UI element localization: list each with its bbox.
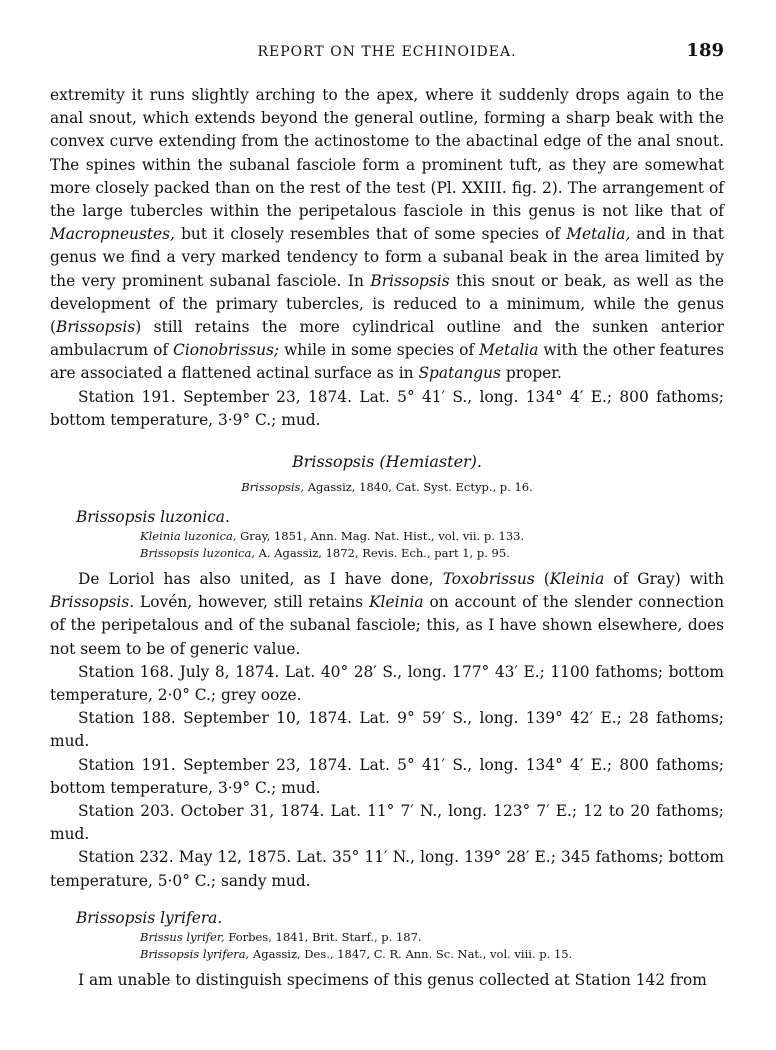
page-body — [50, 84, 724, 992]
text-run: on account of the slender connection of the peripetalous and of the subanal fasciole; this, as I have shown elsewhere, does not seem to be of generic value. — [50, 593, 724, 658]
species-heading-lyrifera: Brissopsis lyrifera. — [76, 908, 223, 927]
text-run: but it closely resembles that of some species of — [174, 225, 567, 244]
text-run: ) still retains the more cylindrical outline and the sunken anterior ambulacrum of — [50, 318, 724, 360]
station-record: Station 191. September 23, 1874. Lat. 5° 41′ S., long. 134° 4′ E.; 800 fathoms; bottom temperature, 3·9° C.; mud. — [50, 755, 724, 797]
page-header — [50, 40, 724, 64]
taxon-name: Brissopsis — [370, 271, 450, 290]
paragraph-de-loriol — [50, 568, 724, 661]
text-run: extremity it runs slightly arching to the apex, where it suddenly drops again to the anal snout, which extends beyond the general outline, forming a sharp beak with the convex curve extending from the actinostome to the abactinal edge of the anal snout. The spines within the subanal fasciole form a prominent tuft, as they are somewhat more closely packed than on the rest of the test (Pl. XXIII. fig. 2). The arrangement of the large tubercles within the peripetalous fasciole in this genus is not like that of — [50, 86, 724, 221]
text-run: this snout or beak, as well as the development of the primary tubercles, is reduced to a minimum, while the genus ( — [50, 271, 724, 337]
taxon-name: Kleinia — [549, 570, 605, 589]
station-record: Station 191. September 23, 1874. Lat. 5° 41′ S., long. 134° 4′ E.; 800 fathoms; bottom temperature, 3·9° C.; mud. — [50, 387, 724, 429]
text-run: proper. — [500, 364, 562, 383]
synonym-line — [140, 929, 724, 946]
text-run: while in some species of — [279, 341, 480, 360]
paragraph-station-142: I am unable to distinguish specimens of this genus collected at Station 142 from — [78, 970, 707, 989]
taxon-name: Metalia, — [566, 225, 631, 244]
synonym-name: Brissopsis lyrifera, — [140, 946, 250, 961]
taxon-name: Metalia — [479, 341, 539, 360]
taxon-name: Toxobrissus — [442, 570, 535, 589]
synonym-line — [140, 528, 724, 545]
synonym-citation: Agassiz, Des., 1847, C. R. Ann. Sc. Nat., vol. viii. p. 15. — [249, 946, 573, 961]
taxon-name: Spatangus — [418, 364, 501, 383]
taxon-name: Brissopsis — [56, 318, 136, 337]
text-run: ( — [534, 570, 550, 589]
text-run: and in that genus we find a very marked tendency to form a subanal beak in the area limited by the very prominent subanal fasciole. In — [50, 225, 724, 290]
text-run: of Gray) with — [604, 570, 724, 589]
taxon-name: Macropneustes, — [50, 225, 175, 244]
taxon-name: Brissopsis. — [50, 593, 135, 612]
station-record: Station 188. September 10, 1874. Lat. 9° 59′ S., long. 139° 42′ E.; 28 fathoms; mud. — [50, 709, 724, 751]
station-record: Station 232. May 12, 1875. Lat. 35° 11′ N., long. 139° 28′ E.; 345 fathoms; bottom temperature, 5·0° C.; sandy mud. — [50, 848, 724, 890]
synonym-citation: A. Agassiz, 1872, Revis. Ech., part 1, p. 95. — [254, 546, 510, 561]
text-run: De Loriol has also united, as I have done, — [78, 570, 443, 589]
paragraph-snout-description — [50, 84, 724, 386]
genus-heading: Brissopsis (Hemiaster). — [291, 452, 483, 472]
synonym-name: Brissus lyrifer, — [140, 929, 225, 944]
synonym-line — [140, 946, 724, 963]
synonym-citation: Gray, 1851, Ann. Mag. Nat. Hist., vol. vii. p. 133. — [236, 529, 525, 544]
genus-reference — [50, 478, 724, 496]
text-run: Lovén, however, still retains — [134, 593, 370, 612]
taxon-name: Kleinia — [369, 593, 424, 612]
synonym-citation: Forbes, 1841, Brit. Starf., p. 187. — [224, 929, 422, 944]
station-record: Station 168. July 8, 1874. Lat. 40° 28′ S., long. 177° 43′ E.; 1100 fathoms; bottom temperature, 2·0° C.; grey ooze. — [50, 662, 724, 705]
genus-ref-citation: Agassiz, 1840, Cat. Syst. Ectyp., p. 16. — [304, 480, 533, 495]
synonym-line — [140, 545, 724, 562]
running-title: REPORT ON THE ECHINOIDEA. — [257, 44, 517, 60]
taxon-name: Cionobrissus; — [173, 341, 280, 360]
species-heading-luzonica: Brissopsis luzonica. — [76, 508, 230, 527]
station-record: Station 203. October 31, 1874. Lat. 11° 7′ N., long. 123° 7′ E.; 12 to 20 fathoms; mud. — [50, 802, 724, 844]
synonym-name: Kleinia luzonica, — [140, 529, 237, 544]
genus-ref-name: Brissopsis, — [241, 480, 305, 495]
text-run: with the other features are associated a flattened actinal surface as in — [50, 341, 724, 383]
page-number: 189 — [686, 40, 724, 61]
synonym-name: Brissopsis luzonica, — [140, 546, 255, 561]
